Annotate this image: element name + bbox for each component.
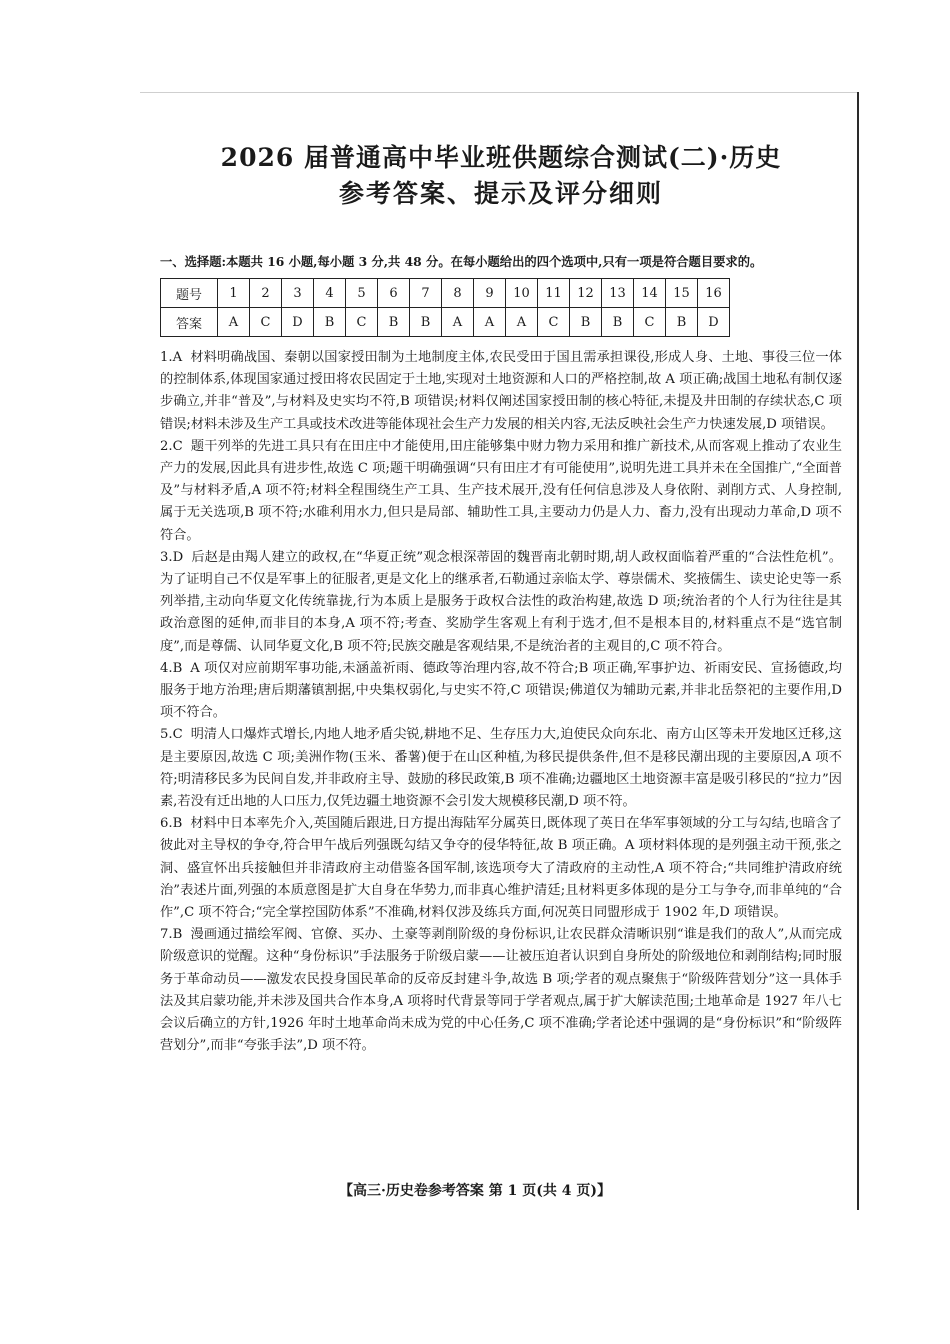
answer-document [160,140,842,1058]
answer-table [160,278,730,337]
question-number-label: 题号 [161,279,218,308]
section-heading: 一、选择题:本题共 16 小题,每小题 3 分,共 48 分。在每小题给出的四个选项中,只有一项是符合题目要求的。 [160,254,763,269]
explanation-number: 2.C [160,438,183,454]
answer-row [161,308,730,337]
explanation-text: 题干列举的先进工具只有在田庄中才能使用,田庄能够集中财力物力采用和推广新技术,从而客观上推动了农业生产力的发展,因此具有进步性,故选 C 项;题干明确强调“只有田庄才有可能使用”,说明先进工具并未在全国推广,“全面普及”与材料矛盾,A 项不符;材料全程围绕生产工具、生产技术展开,没有任何信息涉及人身依附、剥削方式、人身控制,属于无关选项,B 项不符;水碓利用水力,但只是局部、辅助性工具,主要动力仍是人力、畜力,没有出现动力革命,D 项不符合。 [160,438,842,543]
question-number-cell: 13 [602,279,634,308]
page-footer: 【高三·历史卷参考答案 第 1 页(共 4 页)】 [339,1183,611,1199]
explanation-text: A 项仅对应前期军事功能,未涵盖祈雨、德政等治理内容,故不符合;B 项正确,军事护边、祈雨安民、宣扬德政,均服务于地方治理;唐后期藩镇割据,中央集权弱化,与史实不符,C 项错误;佛道仅为辅助元素,并非北岳祭祀的主要作用,D 项不符合。 [160,660,842,721]
question-number-cell: 7 [410,279,442,308]
explanation-number: 7.B [160,927,183,943]
question-number-cell: 3 [282,279,314,308]
answer-cell: D [698,308,730,337]
answer-cell: B [314,308,346,337]
question-number-cell: 11 [538,279,570,308]
answer-cell: A [506,308,538,337]
explanation-text: 漫画通过描绘军阀、官僚、买办、土豪等剥削阶级的身份标识,让农民群众清晰识别“谁是我们的敌人”,从而完成阶级意识的觉醒。这种“身份标识”手法服务于阶级启蒙——让被压迫者认识到自身所处的阶级地位和剥削结构;同时服务于革命动员——激发农民投身国民革命的反帝反封建斗争,故选 B 项;学者的观点聚焦于“阶级阵营划分”这一具体手法及其启蒙功能,并未涉及国共合作本身,A 项将时代背景等同于学者观点,属于扩大解读范围;土地革命是 1927 年八七会议后确立的方针,1926 年时土地革命尚未成为党的中心任务,C 项不准确;学者论述中强调的是“身份标识”和“阶级阵营划分”,而非“夸张手法”,D 项不符。 [160,927,842,1054]
answer-cell: A [442,308,474,337]
answer-cell: D [282,308,314,337]
explanation-number: 6.B [160,816,183,832]
explanation-text: 材料中日本率先介入,英国随后跟进,日方提出海陆军分属英日,既体现了英日在华军事领域的分工与勾结,也暗含了彼此对主导权的争夺,符合甲午战后列强既勾结又争夺的侵华特征,故 B 项正确。A 项材料体现的是列强主动干预,张之洞、盛宣怀出兵接触但并非清政府主动借鉴各国军制,该选项夸大了清政府的主动性,A 项不符合;“共同维护清政府统治”表述片面,列强的本质意图是扩大自身在华势力,而非真心维护清廷;且材料更多体现的是分工与争夺,而非单纯的“合作”,C 项不符合;“完全掌控国防体系”不准确,材料仅涉及练兵方面,何况英日同盟形成于 1902 年,D 项错误。 [160,816,842,921]
answer-cell: B [570,308,602,337]
question-number-cell: 10 [506,279,538,308]
explanation-item [160,724,842,813]
answer-cell: B [410,308,442,337]
explanation-text: 材料明确战国、秦朝以国家授田制为土地制度主体,农民受田于国且需承担课役,形成人身、土地、事役三位一体的控制体系,体现国家通过授田将农民固定于土地,实现对土地资源和人口的严格控制,故 A 项正确;战国土地私有制仅逐步确立,并非“普及”,与材料及史实均不符,B 项错误;材料仅阐述国家授田制的核心特征,未提及井田制的存续状态,C 项错误;材料未涉及生产工具或技术改进等能体现社会生产力发展的相关内容,无法反映社会生产力快速发展,D 项错误。 [160,350,842,432]
question-number-cell: 16 [698,279,730,308]
answer-cell: B [602,308,634,337]
explanation-item [160,813,842,924]
explanation-text: 后赵是由羯人建立的政权,在“华夏正统”观念根深蒂固的魏晋南北朝时期,胡人政权面临着严重的“合法性危机”。为了证明自己不仅是军事上的征服者,更是文化上的继承者,石勒通过亲临太学、尊崇儒术、奖掖儒生、读史论史等一系列举措,主动向华夏文化传统靠拢,行为本质上是服务于政权合法性的政治构建,故选 D 项;统治者的个人行为往往是其政治意图的延伸,而非目的本身,A 项不符;考查、奖励学生客观上有利于选才,但不是根本目的,材料重点不是“选官制度”,而是尊儒、认同华夏文化,B 项不符;民族交融是客观结果,不是统治者的主观目的,C 项不符合。 [160,549,842,654]
explanation-number: 4.B [160,660,183,676]
question-number-cell: 1 [218,279,250,308]
answer-cell: C [538,308,570,337]
question-number-cell: 14 [634,279,666,308]
explanation-number: 5.C [160,727,183,743]
explanation-number: 1.A [160,350,183,365]
question-number-cell: 4 [314,279,346,308]
answer-label: 答案 [161,308,218,337]
explanation-list [160,347,842,1058]
explanation-item [160,547,842,658]
explanation-item [160,924,842,1057]
explanation-number: 3.D [160,549,184,565]
answer-cell: B [666,308,698,337]
answer-cell: C [250,308,282,337]
explanation-item [160,436,842,547]
explanation-item [160,658,842,725]
document-subtitle: 参考答案、提示及评分细则 [338,179,663,208]
question-number-cell: 5 [346,279,378,308]
top-rule [140,92,858,93]
explanation-text: 明清人口爆炸式增长,内地人地矛盾尖锐,耕地不足、生存压力大,迫使民众向东北、南方山区等未开发地区迁移,这是主要原因,故选 C 项;美洲作物(玉米、番薯)便于在山区种植,为移民提供条件,但不是移民潮出现的主要原因,A 项不符;明清移民多为民间自发,并非政府主导、鼓励的移民政策,B 项不准确;边疆地区土地资源丰富是吸引移民的“拉力”因素,若没有迁出地的人口压力,仅凭边疆土地资源不会引发大规模移民潮,D 项不符。 [160,727,842,810]
question-number-cell: 6 [378,279,410,308]
explanation-item [160,347,842,436]
answer-cell: A [218,308,250,337]
question-number-cell: 9 [474,279,506,308]
question-number-cell: 15 [666,279,698,308]
right-margin-rule [857,92,859,1210]
answer-cell: A [474,308,506,337]
question-number-cell: 8 [442,279,474,308]
answer-cell: C [634,308,666,337]
question-number-row [161,279,730,308]
question-number-cell: 12 [570,279,602,308]
answer-cell: B [378,308,410,337]
answer-cell: C [346,308,378,337]
document-title: 2026 届普通高中毕业班供题综合测试(二)·历史 [220,143,782,172]
question-number-cell: 2 [250,279,282,308]
